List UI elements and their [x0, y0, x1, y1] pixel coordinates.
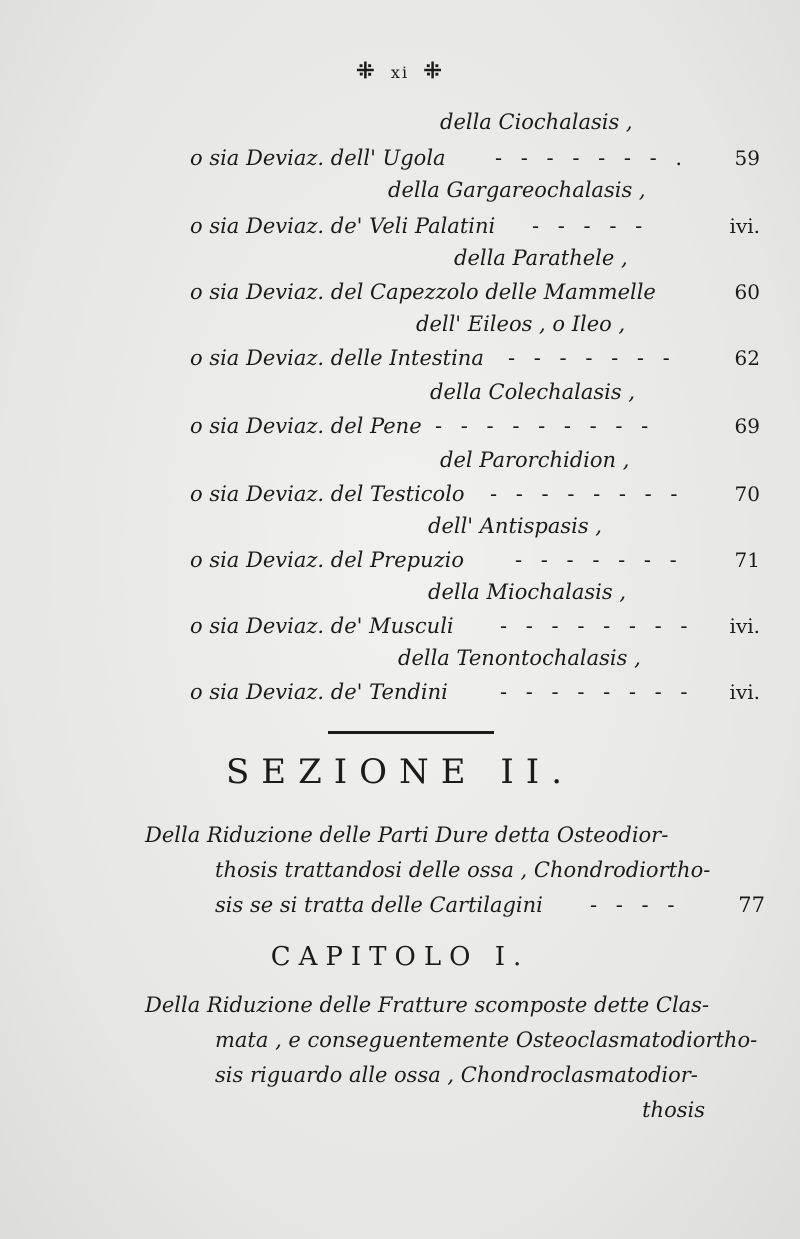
chapter-description [145, 988, 765, 1128]
term-text: della Miochalasis , [428, 580, 627, 604]
toc-page: ivi. [729, 614, 760, 638]
section-description [145, 818, 765, 923]
term-text: della Parathele , [454, 246, 628, 270]
section-page: 77 [738, 893, 765, 917]
ornament-right: ⁜ [423, 58, 444, 84]
section-line-3-text: sis se si tratta delle Cartilagini [215, 893, 543, 917]
toc-row [190, 482, 760, 512]
toc-label: o sia Deviaz. dell' Ugola [190, 146, 446, 170]
leader-dots: - - - - - - - - - [435, 414, 655, 438]
term-text: dell' Eileos , o Ileo , [416, 312, 626, 336]
page-header [0, 58, 800, 84]
toc-row [190, 346, 760, 376]
toc-row [190, 214, 760, 244]
leader-dots: - - - - [590, 893, 681, 917]
term-text: della Gargareochalasis , [388, 178, 646, 202]
chapter-line-1: Della Riduzione delle Fratture scomposte dette Clas- [145, 993, 710, 1017]
term-text: della Tenontochalasis , [398, 646, 641, 670]
section-line-2: thosis trattandosi delle ossa , Chondrodiortho- [215, 858, 711, 882]
leader-dots: - - - - - - - [515, 548, 683, 572]
toc-label: o sia Deviaz. del Capezzolo delle Mammelle [190, 280, 656, 304]
leader-dots: - - - - - - - [508, 346, 676, 370]
toc-row [190, 614, 760, 644]
section-line-3 [145, 888, 765, 923]
toc-label: o sia Deviaz. del Prepuzio [190, 548, 465, 572]
toc-page: ivi. [729, 214, 760, 238]
toc-page: 62 [734, 346, 760, 370]
toc-row [190, 548, 760, 578]
toc-row [190, 414, 760, 444]
page-number: xi [390, 63, 410, 82]
toc-label: o sia Deviaz. de' Tendini [190, 680, 448, 704]
term-text: dell' Antispasis , [428, 514, 602, 538]
toc-label: o sia Deviaz. del Pene [190, 414, 422, 438]
section-heading: SEZIONE II. [225, 752, 575, 792]
leader-dots: - - - - - [532, 214, 649, 238]
term-text: della Ciochalasis , [440, 110, 633, 134]
toc-page: 60 [734, 280, 760, 304]
leader-dots: - - - - - - - . [495, 146, 689, 170]
chapter-heading: CAPITOLO I. [270, 942, 530, 972]
toc-row [190, 280, 760, 310]
toc-label: o sia Deviaz. del Testicolo [190, 482, 465, 506]
leader-dots: - - - - - - - - [500, 680, 694, 704]
toc-page: 69 [734, 414, 760, 438]
toc-page: 59 [734, 146, 760, 170]
toc-label: o sia Deviaz. de' Veli Palatini [190, 214, 496, 238]
section-divider [328, 731, 494, 734]
toc-page: ivi. [729, 680, 760, 704]
chapter-line-4: thosis [642, 1098, 705, 1122]
chapter-line-3: sis riguardo alle ossa , Chondroclasmatodior- [215, 1063, 698, 1087]
toc-label: o sia Deviaz. de' Musculi [190, 614, 454, 638]
section-line-1: Della Riduzione delle Parti Dure detta Osteodior- [145, 823, 669, 847]
toc-row [190, 146, 760, 176]
chapter-line-2: mata , e conseguentemente Osteoclasmatodiortho- [215, 1028, 758, 1052]
toc-label: o sia Deviaz. delle Intestina [190, 346, 484, 370]
toc-page: 71 [734, 548, 760, 572]
toc-row [190, 680, 760, 710]
leader-dots: - - - - - - - - [500, 614, 694, 638]
leader-dots: - - - - - - - - [490, 482, 684, 506]
term-text: del Parorchidion , [440, 448, 630, 472]
toc-page: 70 [734, 482, 760, 506]
term-text: della Colechalasis , [430, 380, 636, 404]
ornament-left: ⁜ [356, 58, 377, 84]
